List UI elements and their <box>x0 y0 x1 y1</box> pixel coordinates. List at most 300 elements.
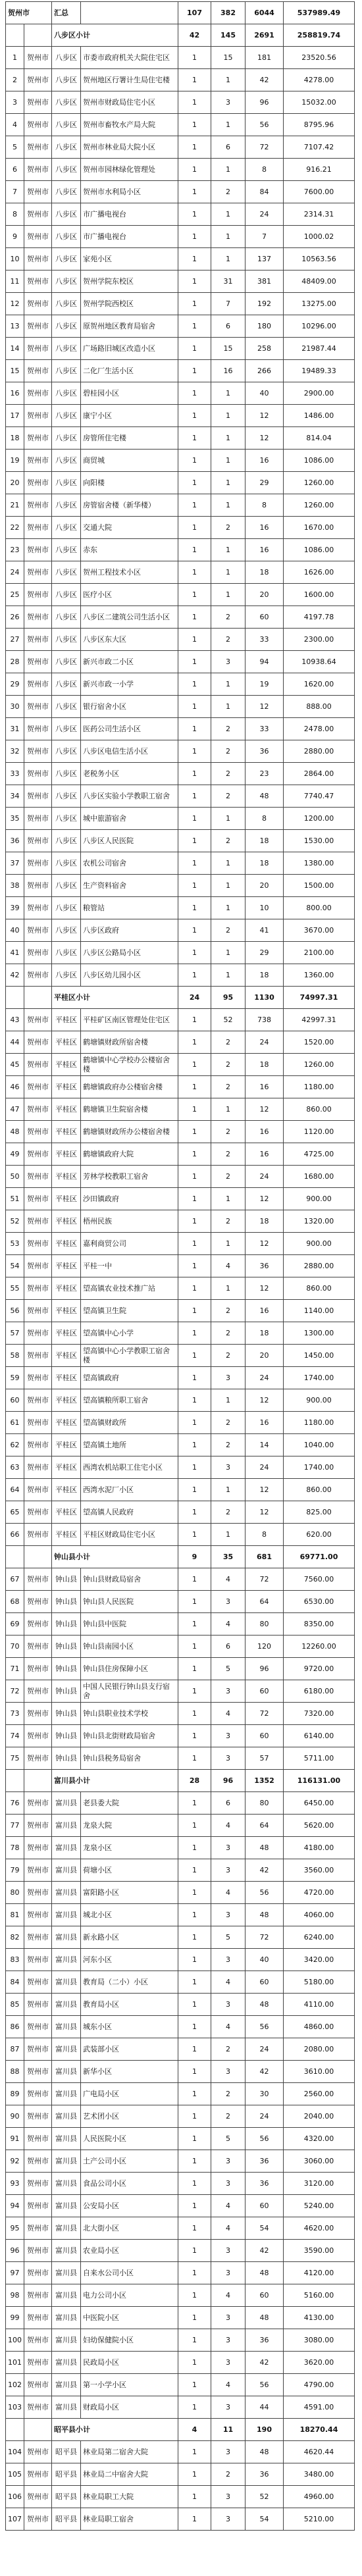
community-count: 1 <box>178 2083 211 2105</box>
community-name: 食品公司小区 <box>81 2173 178 2195</box>
community-name: 人民医院小区 <box>81 2128 178 2150</box>
area-cell: 3620.00 <box>284 2352 355 2374</box>
district-cell: 八步区 <box>52 203 81 226</box>
city-cell: 贺州市 <box>24 2061 52 2083</box>
household-count: 10 <box>246 897 284 919</box>
community-count: 1 <box>178 964 211 987</box>
city-cell: 贺州市 <box>24 2173 52 2195</box>
city-cell: 贺州市 <box>24 1501 52 1524</box>
area-cell: 4110.00 <box>284 1994 355 2016</box>
table-row <box>6 718 355 740</box>
area-cell: 1086.00 <box>284 539 355 561</box>
row-index: 85 <box>6 1994 24 2016</box>
area-cell: 6450.00 <box>284 1792 355 1815</box>
community-count: 1 <box>178 159 211 181</box>
table-row <box>6 696 355 718</box>
community-count: 1 <box>178 1300 211 1322</box>
area-cell: 1120.00 <box>284 1121 355 1143</box>
district-cell: 富川县 <box>52 2262 81 2284</box>
building-count: 4 <box>211 1613 246 1636</box>
subtotal-community-count: 9 <box>178 1546 211 1568</box>
table-row <box>6 1210 355 1233</box>
city-cell: 贺州市 <box>24 1031 52 1054</box>
building-count: 3 <box>211 2307 246 2329</box>
community-name: 八步区二建筑公司生活小区 <box>81 606 178 629</box>
community-count: 1 <box>178 472 211 494</box>
total-row <box>6 2 355 24</box>
building-count: 3 <box>211 1725 246 1747</box>
subtotal-building-count: 35 <box>211 1546 246 1568</box>
household-count: 36 <box>246 740 284 763</box>
row-index: 31 <box>6 718 24 740</box>
subtotal-area-cell: 116131.00 <box>284 1770 355 1792</box>
area-cell: 1520.00 <box>284 1031 355 1054</box>
community-name: 粮管站 <box>81 897 178 919</box>
district-cell: 平桂区 <box>52 1076 81 1098</box>
city-cell: 贺州市 <box>24 1568 52 1591</box>
row-index: 81 <box>6 1904 24 1926</box>
community-name: 城东小区 <box>81 2016 178 2038</box>
city-cell: 贺州市 <box>24 2463 52 2486</box>
city-cell: 贺州市 <box>24 1524 52 1546</box>
table-row <box>6 2038 355 2061</box>
subtotal-community-count: 42 <box>178 24 211 47</box>
community-count: 1 <box>178 1725 211 1747</box>
community-count: 1 <box>178 360 211 382</box>
area-cell: 3560.00 <box>284 1859 355 1882</box>
city-cell: 贺州市 <box>24 785 52 808</box>
building-count: 1 <box>211 1524 246 1546</box>
community-name: 妇幼保健院小区 <box>81 2329 178 2352</box>
building-count: 2 <box>211 830 246 852</box>
district-cell: 平桂区 <box>52 1524 81 1546</box>
table-row <box>6 629 355 651</box>
table-row <box>6 1949 355 1971</box>
subtotal-building-count: 11 <box>211 2419 246 2441</box>
row-index: 35 <box>6 808 24 830</box>
household-count: 40 <box>246 1949 284 1971</box>
table-row <box>6 1568 355 1591</box>
community-count: 1 <box>178 1233 211 1255</box>
district-cell: 富川县 <box>52 1904 81 1926</box>
community-count: 1 <box>178 1994 211 2016</box>
household-count: 96 <box>246 91 284 114</box>
household-count: 19 <box>246 673 284 696</box>
building-count: 3 <box>211 2352 246 2374</box>
city-cell: 贺州市 <box>24 1054 52 1076</box>
area-cell: 48409.00 <box>284 270 355 293</box>
city-cell: 贺州市 <box>24 606 52 629</box>
community-count: 1 <box>178 852 211 875</box>
city-cell: 贺州市 <box>24 651 52 673</box>
city-cell: 贺州市 <box>24 584 52 606</box>
area-cell: 9720.00 <box>284 1658 355 1680</box>
table-row <box>6 875 355 897</box>
community-count: 1 <box>178 1255 211 1277</box>
table-row <box>6 651 355 673</box>
building-count: 4 <box>211 2016 246 2038</box>
row-index: 48 <box>6 1121 24 1143</box>
row-index: 101 <box>6 2352 24 2374</box>
building-count: 1 <box>211 673 246 696</box>
district-cell: 富川县 <box>52 2061 81 2083</box>
row-index: 56 <box>6 1300 24 1322</box>
community-count: 1 <box>178 1076 211 1098</box>
city-cell: 贺州市 <box>24 942 52 964</box>
table-row <box>6 785 355 808</box>
district-cell: 富川县 <box>52 2150 81 2173</box>
district-cell: 八步区 <box>52 382 81 405</box>
city-cell: 贺州市 <box>24 382 52 405</box>
community-count: 1 <box>178 1054 211 1076</box>
district-cell: 富川县 <box>52 2329 81 2352</box>
household-count: 30 <box>246 2083 284 2105</box>
household-count: 56 <box>246 1882 284 1904</box>
district-cell: 八步区 <box>52 315 81 338</box>
city-cell: 贺州市 <box>24 360 52 382</box>
community-name: 八步区幼儿园小区 <box>81 964 178 987</box>
city-cell: 贺州市 <box>24 875 52 897</box>
community-count: 1 <box>178 517 211 539</box>
community-name: 赤东 <box>81 539 178 561</box>
building-count: 5 <box>211 1658 246 1680</box>
district-cell: 富川县 <box>52 2173 81 2195</box>
subtotal-row <box>6 2419 355 2441</box>
city-cell: 贺州市 <box>24 1613 52 1636</box>
row-index: 90 <box>6 2105 24 2128</box>
area-cell: 6240.00 <box>284 1926 355 1949</box>
row-index: 9 <box>6 226 24 248</box>
building-count: 1 <box>211 405 246 427</box>
community-name: 市广播电视台 <box>81 203 178 226</box>
table-row <box>6 1277 355 1300</box>
district-cell: 八步区 <box>52 561 81 584</box>
district-cell: 钟山县 <box>52 1613 81 1636</box>
table-row <box>6 2486 355 2508</box>
community-name: 望高镇中心小学教职工宿舍楼 <box>81 1345 178 1367</box>
city-cell: 贺州市 <box>24 830 52 852</box>
community-count: 1 <box>178 2128 211 2150</box>
area-cell: 2900.00 <box>284 382 355 405</box>
subtotal-household-count: 1130 <box>246 987 284 1009</box>
area-cell: 7107.42 <box>284 136 355 159</box>
row-index: 23 <box>6 539 24 561</box>
row-index: 74 <box>6 1725 24 1747</box>
city-cell: 贺州市 <box>24 338 52 360</box>
building-count: 1 <box>211 875 246 897</box>
community-count: 1 <box>178 651 211 673</box>
district-cell: 八步区 <box>52 226 81 248</box>
building-count: 1 <box>211 696 246 718</box>
row-index: 13 <box>6 315 24 338</box>
community-count: 1 <box>178 561 211 584</box>
building-count: 1 <box>211 203 246 226</box>
building-count: 52 <box>211 1009 246 1031</box>
community-count: 1 <box>178 203 211 226</box>
building-count: 1 <box>211 584 246 606</box>
total-building-count: 382 <box>211 2 246 24</box>
community-name: 贺州市园林绿化管理处 <box>81 159 178 181</box>
area-cell: 4790.00 <box>284 2374 355 2396</box>
table-row <box>6 248 355 270</box>
area-cell: 888.00 <box>284 696 355 718</box>
district-cell: 八步区 <box>52 740 81 763</box>
total-city: 贺州市 <box>6 2 52 24</box>
district-cell: 八步区 <box>52 91 81 114</box>
building-count: 3 <box>211 2508 246 2531</box>
building-count: 1 <box>211 1098 246 1121</box>
city-cell: 贺州市 <box>24 2352 52 2374</box>
city-cell: 贺州市 <box>24 1367 52 1389</box>
household-count: 18 <box>246 1054 284 1076</box>
total-label: 汇总 <box>52 2 81 24</box>
area-cell: 1180.00 <box>284 1076 355 1098</box>
household-count: 64 <box>246 1591 284 1613</box>
row-index: 32 <box>6 740 24 763</box>
community-name: 八步区政府 <box>81 919 178 942</box>
community-name: 鹤塘镇政府大院 <box>81 1143 178 1166</box>
community-count: 1 <box>178 2262 211 2284</box>
city-cell: 贺州市 <box>24 315 52 338</box>
building-count: 6 <box>211 1636 246 1658</box>
community-name: 富阳路小区 <box>81 1882 178 1904</box>
district-cell: 八步区 <box>52 629 81 651</box>
table-row <box>6 114 355 136</box>
household-count: 24 <box>246 203 284 226</box>
household-count: 40 <box>246 382 284 405</box>
city-cell: 贺州市 <box>24 2284 52 2307</box>
community-count: 1 <box>178 427 211 450</box>
area-cell: 2314.31 <box>284 203 355 226</box>
household-count: 7 <box>246 226 284 248</box>
district-cell: 富川县 <box>52 2240 81 2262</box>
community-name: 公安局小区 <box>81 2195 178 2217</box>
household-count: 41 <box>246 919 284 942</box>
community-name: 第一小学小区 <box>81 2374 178 2396</box>
community-count: 1 <box>178 2486 211 2508</box>
community-name: 市委市政府机关大院住宅区 <box>81 47 178 69</box>
row-index: 67 <box>6 1568 24 1591</box>
building-count: 1 <box>211 427 246 450</box>
household-count: 42 <box>246 2061 284 2083</box>
table-row <box>6 382 355 405</box>
household-count: 120 <box>246 1636 284 1658</box>
community-name: 沙田镇政府 <box>81 1188 178 1210</box>
table-row <box>6 1971 355 1994</box>
community-name: 望高镇土地所 <box>81 1434 178 1456</box>
community-name: 平桂矿区南区管理处住宅区 <box>81 1009 178 1031</box>
total-community-count: 107 <box>178 2 211 24</box>
subtotal-community-count: 4 <box>178 2419 211 2441</box>
community-count: 1 <box>178 2105 211 2128</box>
city-cell: 贺州市 <box>24 1277 52 1300</box>
household-count: 192 <box>246 293 284 315</box>
community-count: 1 <box>178 2217 211 2240</box>
area-cell: 21987.44 <box>284 338 355 360</box>
district-cell: 平桂区 <box>52 1412 81 1434</box>
row-index: 33 <box>6 763 24 785</box>
district-cell: 八步区 <box>52 673 81 696</box>
community-count: 1 <box>178 1680 211 1703</box>
district-cell: 平桂区 <box>52 1210 81 1233</box>
district-cell: 钟山县 <box>52 1747 81 1770</box>
community-count: 1 <box>178 2329 211 2352</box>
city-cell: 贺州市 <box>24 114 52 136</box>
table-row <box>6 1456 355 1479</box>
household-count: 18 <box>246 1322 284 1345</box>
table-body <box>6 2 355 2531</box>
building-count: 4 <box>211 2284 246 2307</box>
district-cell: 平桂区 <box>52 1143 81 1166</box>
area-cell: 620.00 <box>284 1524 355 1546</box>
household-count: 72 <box>246 1703 284 1725</box>
row-index: 25 <box>6 584 24 606</box>
household-count: 33 <box>246 718 284 740</box>
blank-cell <box>24 987 52 1009</box>
row-index: 107 <box>6 2508 24 2531</box>
district-cell: 富川县 <box>52 2396 81 2419</box>
blank-cell <box>24 1546 52 1568</box>
city-cell: 贺州市 <box>24 1479 52 1501</box>
city-cell: 贺州市 <box>24 427 52 450</box>
district-cell: 八步区 <box>52 696 81 718</box>
subtotal-label: 富川县小计 <box>52 1770 178 1792</box>
table-row <box>6 830 355 852</box>
household-count: 18 <box>246 1210 284 1233</box>
table-row <box>6 1076 355 1098</box>
row-index: 36 <box>6 830 24 852</box>
area-cell: 2080.00 <box>284 2038 355 2061</box>
table-row <box>6 1658 355 1680</box>
community-name: 艺术团小区 <box>81 2105 178 2128</box>
community-count: 1 <box>178 2396 211 2419</box>
household-count: 8 <box>246 808 284 830</box>
household-count: 20 <box>246 875 284 897</box>
community-count: 1 <box>178 785 211 808</box>
household-count: 266 <box>246 360 284 382</box>
area-cell: 900.00 <box>284 1389 355 1412</box>
district-cell: 昭平县 <box>52 2441 81 2463</box>
household-count: 33 <box>246 629 284 651</box>
row-index: 45 <box>6 1054 24 1076</box>
area-cell: 1140.00 <box>284 1300 355 1322</box>
table-row <box>6 427 355 450</box>
community-name: 望高镇卫生院 <box>81 1300 178 1322</box>
community-name: 鹤塘镇卫生院宿舍楼 <box>81 1098 178 1121</box>
table-row <box>6 1233 355 1255</box>
building-count: 2 <box>211 2463 246 2486</box>
community-count: 1 <box>178 1121 211 1143</box>
household-count: 80 <box>246 1792 284 1815</box>
row-index: 103 <box>6 2396 24 2419</box>
community-count: 1 <box>178 2508 211 2531</box>
community-name: 钟山县南园小区 <box>81 1636 178 1658</box>
row-index: 37 <box>6 852 24 875</box>
row-index: 43 <box>6 1009 24 1031</box>
district-cell: 八步区 <box>52 651 81 673</box>
area-cell: 15032.00 <box>284 91 355 114</box>
household-count: 84 <box>246 181 284 203</box>
household-count: 44 <box>246 2396 284 2419</box>
area-cell: 8350.00 <box>284 1613 355 1636</box>
building-count: 2 <box>211 2083 246 2105</box>
subtotal-building-count: 95 <box>211 987 246 1009</box>
table-row <box>6 2173 355 2195</box>
area-cell: 2880.00 <box>284 1255 355 1277</box>
household-count: 24 <box>246 2105 284 2128</box>
city-cell: 贺州市 <box>24 1166 52 1188</box>
row-index: 95 <box>6 2217 24 2240</box>
city-cell: 贺州市 <box>24 1658 52 1680</box>
district-cell: 钟山县 <box>52 1591 81 1613</box>
community-count: 1 <box>178 1345 211 1367</box>
city-cell: 贺州市 <box>24 2105 52 2128</box>
community-name: 教育局（二小）小区 <box>81 1971 178 1994</box>
row-index: 66 <box>6 1524 24 1546</box>
district-cell: 平桂区 <box>52 1367 81 1389</box>
household-count: 8 <box>246 494 284 517</box>
building-count: 4 <box>211 1255 246 1277</box>
city-cell: 贺州市 <box>24 2217 52 2240</box>
household-count: 80 <box>246 1613 284 1636</box>
district-cell: 平桂区 <box>52 1434 81 1456</box>
community-count: 1 <box>178 1367 211 1389</box>
building-count: 1 <box>211 382 246 405</box>
area-cell: 4620.44 <box>284 2441 355 2463</box>
household-count: 42 <box>246 69 284 91</box>
area-cell: 916.21 <box>284 159 355 181</box>
building-count: 6 <box>211 136 246 159</box>
building-count: 4 <box>211 2217 246 2240</box>
table-row <box>6 47 355 69</box>
community-count: 1 <box>178 1166 211 1188</box>
city-cell: 贺州市 <box>24 1994 52 2016</box>
building-count: 1 <box>211 561 246 584</box>
household-count: 12 <box>246 696 284 718</box>
city-cell: 贺州市 <box>24 69 52 91</box>
city-cell: 贺州市 <box>24 136 52 159</box>
subtotal-label: 钟山县小计 <box>52 1546 178 1568</box>
community-name: 林业局职工宿舍 <box>81 2508 178 2531</box>
city-cell: 贺州市 <box>24 293 52 315</box>
community-count: 1 <box>178 1501 211 1524</box>
building-count: 3 <box>211 1837 246 1859</box>
community-count: 1 <box>178 1591 211 1613</box>
row-index: 72 <box>6 1680 24 1703</box>
table-row <box>6 1747 355 1770</box>
city-cell: 贺州市 <box>24 159 52 181</box>
building-count: 1 <box>211 1389 246 1412</box>
community-name: 望高镇农业技术推广站 <box>81 1277 178 1300</box>
blank-cell <box>24 24 52 47</box>
household-count: 42 <box>246 2240 284 2262</box>
community-count: 1 <box>178 2150 211 2173</box>
building-count: 1 <box>211 852 246 875</box>
household-count: 56 <box>246 114 284 136</box>
district-cell: 八步区 <box>52 942 81 964</box>
district-cell: 平桂区 <box>52 1031 81 1054</box>
building-count: 2 <box>211 718 246 740</box>
district-cell: 富川县 <box>52 2083 81 2105</box>
subtotal-household-count: 190 <box>246 2419 284 2441</box>
row-index: 87 <box>6 2038 24 2061</box>
community-count: 1 <box>178 315 211 338</box>
community-count: 1 <box>178 1524 211 1546</box>
area-cell: 1620.00 <box>284 673 355 696</box>
district-cell: 富川县 <box>52 2038 81 2061</box>
building-count: 3 <box>211 1747 246 1770</box>
area-cell: 2880.00 <box>284 740 355 763</box>
